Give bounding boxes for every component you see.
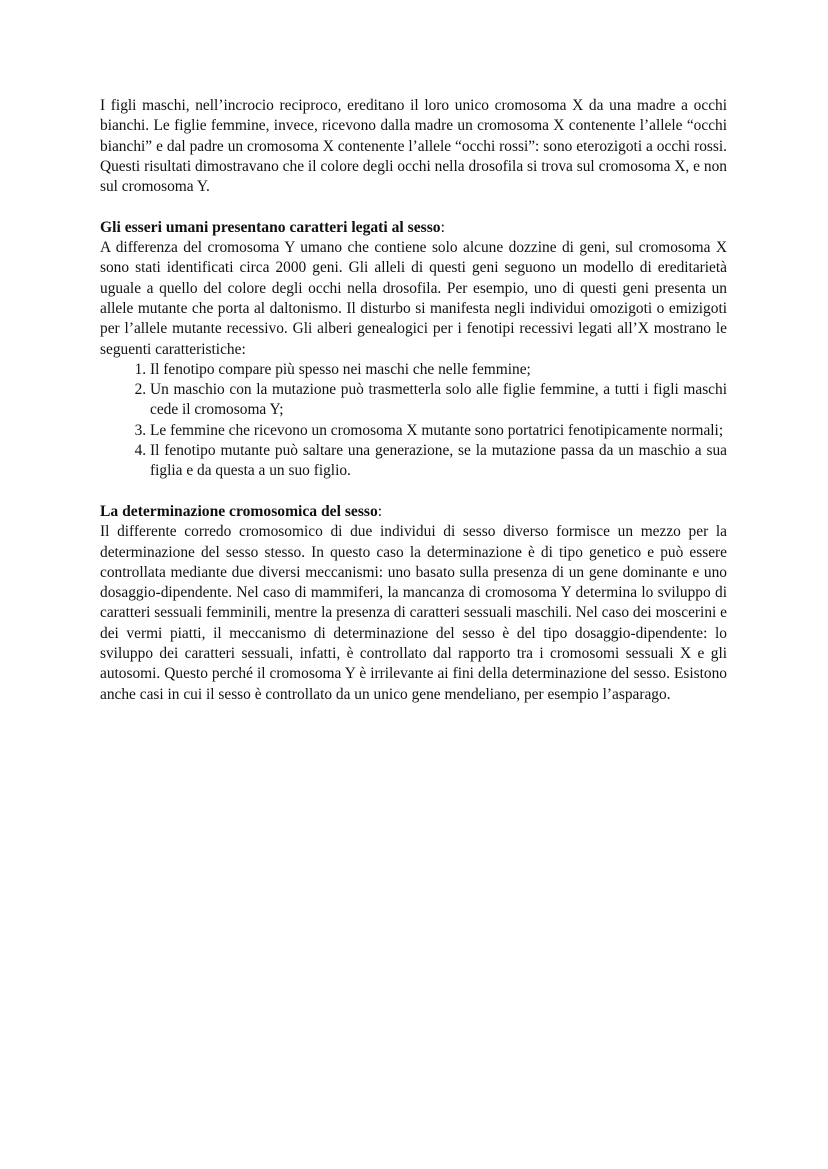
heading-text: Gli esseri umani presentano caratteri legati al sesso [100,218,441,236]
spacer [100,482,727,502]
section-heading-sex-determination [100,502,727,522]
list-item: 3. Le femmine che ricevono un cromosoma X mutante sono portatrici fenotipicamente normali; [150,421,727,441]
heading-text: La determinazione cromosomica del sesso [100,502,378,520]
document-page [100,96,727,705]
list-item: 4. Il fenotipo mutante può saltare una generazione, se la mutazione passa da un maschio a sua figlia e da questa a un suo figlio. [150,441,727,482]
sex-determination-paragraph: Il differente corredo cromosomico di due individui di sesso diverso formisce un mezzo per la determinazione del sesso stesso. In questo caso la determinazione è di tipo genetico e può essere controllata mediante due diversi meccanismi: uno basato sulla presenza di un gene dominante e uno dosaggio-dipendente. Nel caso di mammiferi, la mancanza di cromosoma Y determina lo sviluppo di caratteri sessuali femminili, mentre la presenza di caratteri sessuali maschili. Nel caso dei moscerini e dei vermi piatti, il meccanismo di determinazione del sesso è del tipo dosaggio-dipendente: lo sviluppo dei caratteri sessuali, infatti, è controllato dal rapporto tra i cromosomi sessuali X e gli autosomi. Questo perché il cromosoma Y è irrilevante ai fini della determinazione del sesso. Esistono anche casi in cui il sesso è controllato da un unico gene mendeliano, per esempio l’asparago. [100,523,727,703]
heading-colon: : [377,502,383,520]
list-item: 2. Un maschio con la mutazione può trasmetterla solo alle figlie femmine, a tutti i figli maschi cede il cromosoma Y; [150,380,727,421]
list-item: 1. Il fenotipo compare più spesso nei maschi che nelle femmine; [150,360,727,380]
sex-linked-paragraph: A differenza del cromosoma Y umano che contiene solo alcune dozzine di geni, sul cromosoma X sono stati identificati circa 2000 geni. Gli alleli di questi geni seguono un modello di ereditarietà uguale a quello del colore degli occhi nella drosofila. Per esempio, uno di questi geni presenta un allele mutante che porta al daltonismo. Il disturbo si manifesta negli individui omozigoti o emizigoti per l’allele mutante recessivo. Gli alberi genealogici per i fenotipi recessivi legati all’X mostrano le seguenti caratteristiche: [100,239,727,358]
section-heading-sex-linked-traits [100,218,727,238]
heading-colon: : [440,218,445,236]
intro-paragraph: I figli maschi, nell’incrocio reciproco, ereditano il loro unico cromosoma X da una madre a occhi bianchi. Le figlie femmine, invece, ricevono dalla madre un cromosoma X contenente l’allele “occhi bianchi” e dal padre un cromosoma X contenente l’allele “occhi rossi”: sono eterozigoti a occhi rossi. Questi risultati dimostravano che il colore degli occhi nella drosofila si trova sul cromosoma X, e non sul cromosoma Y. [100,97,727,196]
characteristics-list [100,360,727,482]
spacer [100,197,727,217]
